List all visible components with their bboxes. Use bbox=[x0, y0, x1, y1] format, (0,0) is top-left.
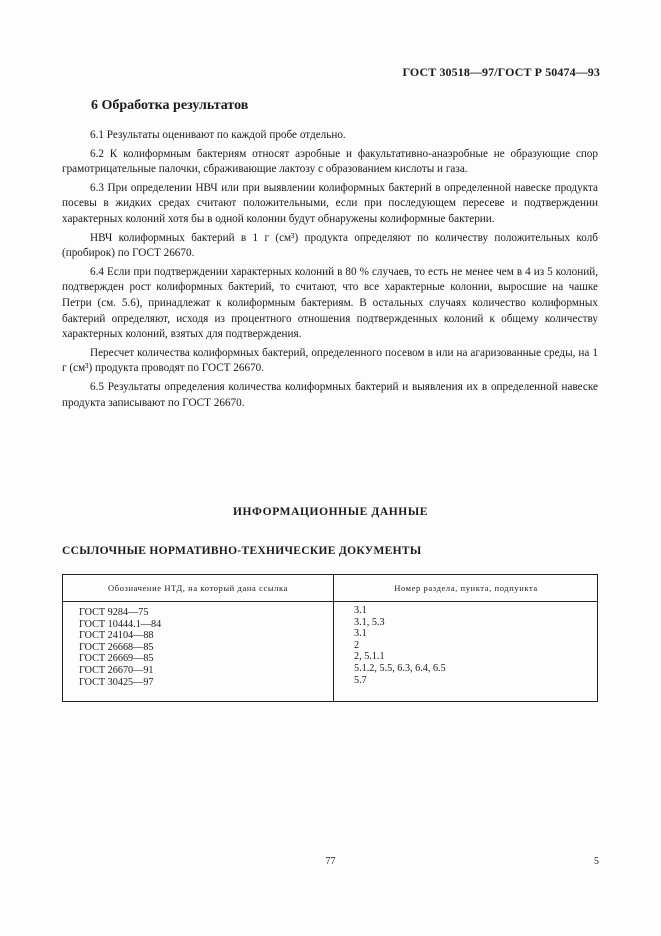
table-cell-section: 3.1 bbox=[354, 605, 367, 616]
page-number-center: 77 bbox=[325, 856, 336, 867]
references-table bbox=[62, 574, 598, 702]
table-cell-document: ГОСТ 26669—85 bbox=[79, 653, 154, 665]
paragraph: НВЧ колиформных бактерий в 1 г (см³) продукта определяют по количеству положительных колб (пробирок) по ГОСТ 26670. bbox=[62, 231, 598, 260]
section-body bbox=[62, 128, 598, 411]
table-header bbox=[63, 575, 597, 602]
section-column bbox=[354, 605, 446, 686]
references-title: ССЫЛОЧНЫЕ НОРМАТИВНО-ТЕХНИЧЕСКИЕ ДОКУМЕНТЫ bbox=[62, 545, 422, 557]
table-cell-section: 5.7 bbox=[354, 674, 367, 686]
table-cell-document: ГОСТ 26670—91 bbox=[79, 664, 154, 676]
table-cell-section: 5.1.2, 5.5, 6.3, 6.4, 6.5 bbox=[354, 662, 446, 674]
info-title: ИНФОРМАЦИОННЫЕ ДАННЫЕ bbox=[232, 506, 429, 518]
section-title: 6 Обработка результатов bbox=[91, 98, 249, 113]
paragraph: 6.3 При определении НВЧ или при выявлении колиформных бактерий в определенной навеске продукта посевы в жидких средах считают положительными, если при последующем пересеве и подтверждении характерных колоний хотя бы в одной колонии будут обнаружены колиформные бактерии. bbox=[62, 181, 598, 225]
page-number-right: 5 bbox=[594, 856, 599, 867]
table-cell-section: 3.1 bbox=[354, 628, 367, 640]
table-cell-section: 2, 5.1.1 bbox=[354, 651, 385, 663]
table-cell-document: ГОСТ 30425—97 bbox=[79, 676, 154, 688]
table-cell-document: ГОСТ 10444.1—84 bbox=[79, 618, 162, 630]
table-cell-section: 3.1, 5.3 bbox=[354, 616, 385, 628]
table-cell-document: ГОСТ 24104—88 bbox=[79, 630, 154, 642]
paragraph: Пересчет количества колиформных бактерий, определенного посевом в или на агаризованные среды, на 1 г (см³) продукта проводят по ГОСТ 26670. bbox=[62, 346, 598, 375]
column-header-document: Обозначение НТД, на который дана ссылка bbox=[108, 583, 288, 593]
document-column bbox=[79, 607, 161, 688]
column-divider bbox=[333, 575, 334, 701]
paragraph: 6.1 Результаты оценивают по каждой пробе отдельно. bbox=[90, 129, 346, 141]
paragraph: 6.5 Результаты определения количества колиформных бактерий и выявления их в определенной навеске продукта записывают по ГОСТ 26670. bbox=[62, 380, 598, 409]
table-cell-section: 2 bbox=[354, 639, 360, 651]
paragraph: 6.2 К колиформным бактериям относят аэробные и факультативно-анаэробные не образующие спор грамотрицательные палочки, сбраживающие лактозу с образованием кислоты и газа. bbox=[62, 147, 598, 176]
paragraph: 6.4 Если при подтверждении характерных колоний в 80 % случаев, то есть не менее чем в 4 из 5 колоний, подтвержден рост колиформных бактерий, то считают, что все характерные колонии, выросшие на чашке Петри (см. 5.6), принадлежат к колиформным бактериям. В остальных случаях количество колиформных бактерий определяют, исходя из процентного отношения подтвержденных колоний к общему количеству характерных колоний, взятых для подтверждения. bbox=[62, 265, 598, 341]
document-code: ГОСТ 30518—97/ГОСТ Р 50474—93 bbox=[402, 65, 600, 79]
column-header-section: Номер раздела, пункта, подпункта bbox=[394, 583, 538, 593]
table-cell-document: ГОСТ 9284—75 bbox=[79, 607, 149, 618]
table-cell-document: ГОСТ 26668—85 bbox=[79, 641, 154, 653]
